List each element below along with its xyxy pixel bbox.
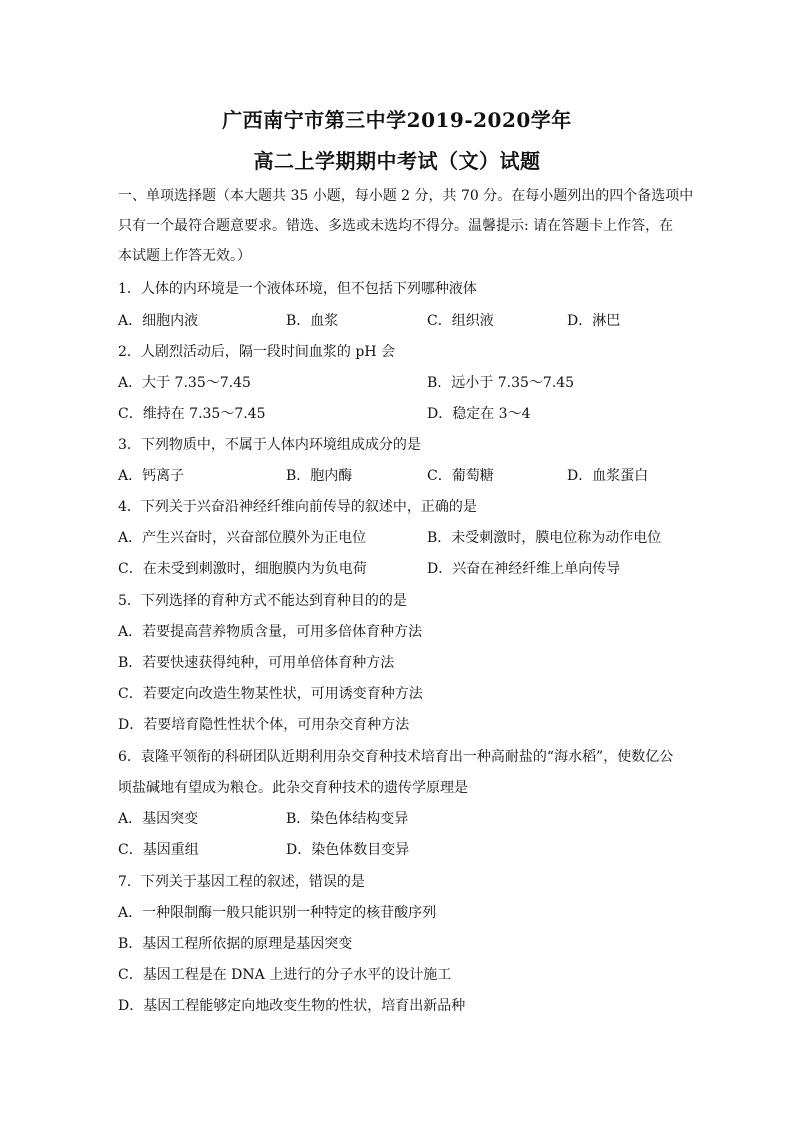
question-4-option-a: A．产生兴奋时，兴奋部位膜外为正电位 [118, 530, 367, 546]
question-4-option-c: C．在未受到刺激时，细胞膜内为负电荷 [118, 561, 367, 577]
question-1-stem: 1．人体的内环境是一个液体环境，但不包括下列哪种液体 [118, 281, 477, 297]
question-5-option-b: B．若要快速获得纯种，可用单倍体育种方法 [118, 655, 395, 671]
question-6-option-b: B．染色体结构变异 [286, 811, 409, 827]
exam-title-line-1: 广西南宁市第三中学2019-2020学年 [222, 108, 572, 132]
question-6-option-c: C．基因重组 [118, 842, 199, 858]
question-3-option-c: C．葡萄糖 [427, 468, 494, 484]
question-7-option-d: D．基因工程能够定向地改变生物的性状，培育出新品种 [118, 998, 466, 1014]
question-4-option-d: D．兴奋在神经纤维上单向传导 [427, 561, 621, 577]
question-6-stem-line-1: 6．袁隆平领衔的科研团队近期利用杂交育种技术培育出一种高耐盐的“海水稻”，使数亿公 [118, 749, 674, 765]
section-instructions-line-2: 只有一个最符合题意要求。错选、多选或未选均不得分。温馨提示: 请在答题卡上作答，在 [118, 218, 674, 234]
question-1-option-a: A．细胞内液 [118, 313, 199, 329]
question-3-option-b: B．胞内酶 [286, 468, 353, 484]
question-4-stem: 4．下列关于兴奋沿神经纤维向前传导的叙述中，正确的是 [118, 499, 477, 515]
question-2-option-c: C．维持在 7.35～7.45 [118, 406, 266, 422]
exam-title-line-2: 高二上学期期中考试（文）试题 [253, 149, 541, 173]
question-6-option-a: A．基因突变 [118, 811, 199, 827]
question-6-option-d: D．染色体数目变异 [286, 842, 410, 858]
question-1-option-b: B．血浆 [286, 313, 339, 329]
question-7-option-c: C．基因工程是在 DNA 上进行的分子水平的设计施工 [118, 967, 452, 983]
question-5-option-d: D．若要培育隐性性状个体，可用杂交育种方法 [118, 717, 410, 733]
question-1-option-c: C．组织液 [427, 313, 494, 329]
section-instructions-line-1: 一、单项选择题（本大题共 35 小题，每小题 2 分，共 70 分。在每小题列出的四个备选项中 [118, 188, 694, 204]
question-3-option-d: D．血浆蛋白 [567, 468, 649, 484]
question-2-option-b: B．远小于 7.35～7.45 [427, 375, 575, 391]
question-2-option-d: D．稳定在 3～4 [427, 406, 531, 422]
question-5-option-c: C．若要定向改造生物某性状，可用诱变育种方法 [118, 686, 423, 702]
question-3-stem: 3．下列物质中，不属于人体内环境组成成分的是 [118, 437, 421, 453]
question-1-option-d: D．淋巴 [567, 313, 621, 329]
question-6-stem-line-2: 顷盐碱地有望成为粮仓。此杂交育种技术的遗传学原理是 [118, 780, 468, 796]
question-5-stem: 5．下列选择的育种方式不能达到育种目的的是 [118, 593, 407, 609]
section-instructions-line-3: 本试题上作答无效。） [118, 248, 251, 264]
question-7-option-a: A．一种限制酶一般只能识别一种特定的核苷酸序列 [118, 905, 437, 921]
question-7-option-b: B．基因工程所依据的原理是基因突变 [118, 936, 353, 952]
question-4-option-b: B．未受刺激时，膜电位称为动作电位 [427, 530, 662, 546]
question-5-option-a: A．若要提高营养物质含量，可用多倍体育种方法 [118, 624, 423, 640]
question-7-stem: 7．下列关于基因工程的叙述，错误的是 [118, 874, 365, 890]
question-2-stem: 2．人剧烈活动后，隔一段时间血浆的 pH 会 [118, 344, 395, 360]
question-3-option-a: A．钙离子 [118, 468, 185, 484]
question-2-option-a: A．大于 7.35～7.45 [118, 375, 251, 391]
